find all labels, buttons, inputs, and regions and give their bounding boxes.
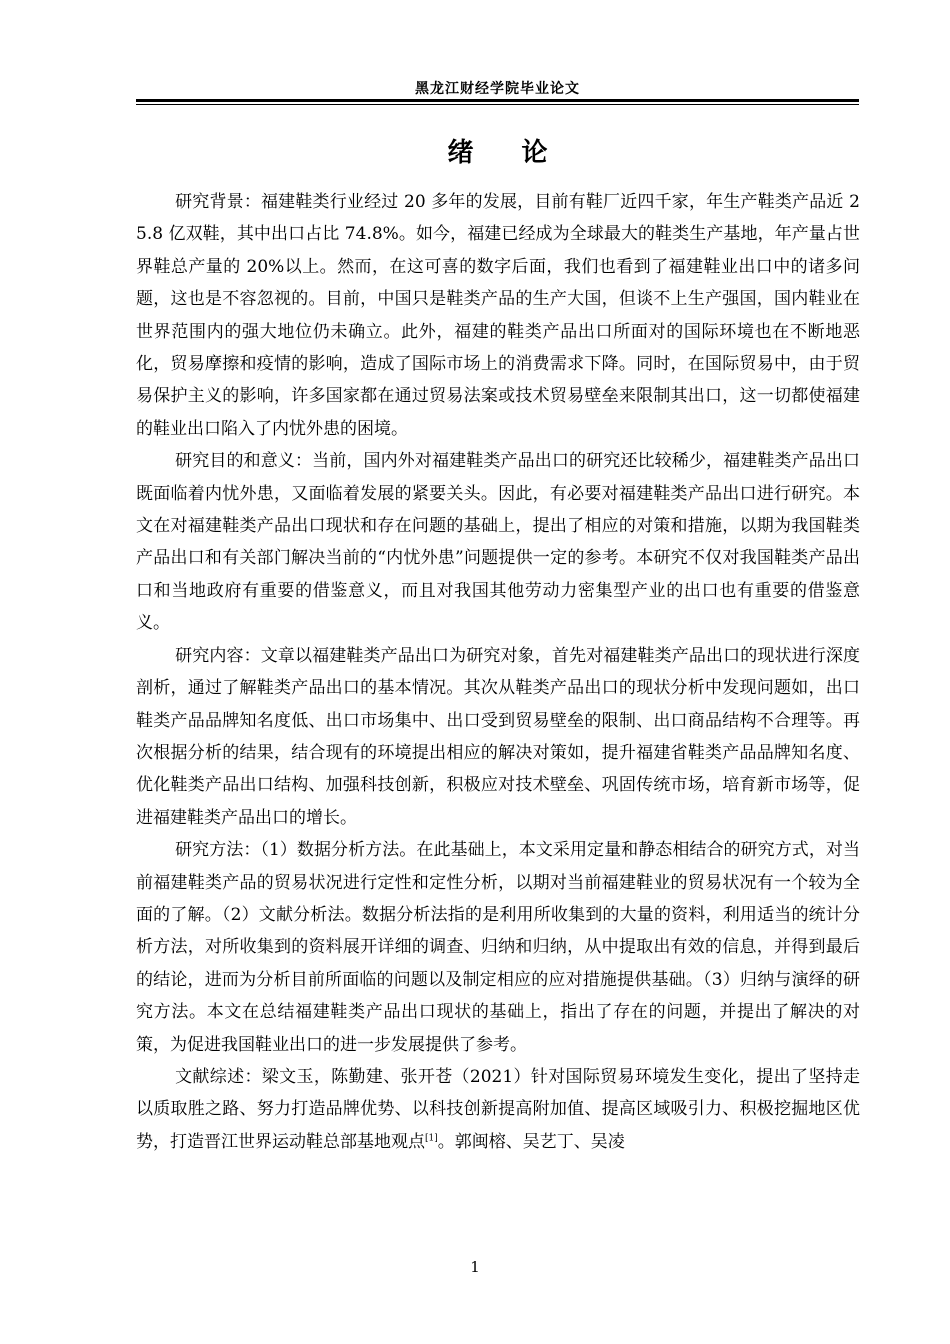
paragraph-background: 研究背景：福建鞋类行业经过 20 多年的发展，目前有鞋厂近四千家，年生产鞋类产品近 25.8 亿双鞋，其中出口占比 74.8%。如今，福建已经成为全球最大的鞋类生产基地，年产量占世界鞋总产量的 20%以上。然而，在这可喜的数字后面，我们也看到了福建鞋业出口中的诸多问题，这也是不容忽视的。目前，中国只是鞋类产品的生产大国，但谈不上生产强国，国内鞋业在世界范围内的强大地位仍未确立。此外，福建的鞋类产品出口所面对的国际环境也在不断地恶化，贸易摩擦和疫情的影响，造成了国际市场上的消费需求下降。同时，在国际贸易中，由于贸易保护主义的影响，许多国家都在通过贸易法案或技术贸易壁垒来限制其出口，这一切都使福建的鞋业出口陷入了内忧外患的困境。 [136, 192, 860, 439]
chapter-title: 绪论 [447, 138, 596, 168]
citation-marker: [1] [425, 1133, 438, 1144]
paragraph-content: 研究内容：文章以福建鞋类产品出口为研究对象，首先对福建鞋类产品出口的现状进行深度剖析，通过了解鞋类产品出口的基本情况。其次从鞋类产品出口的现状分析中发现问题如，出口鞋类产品品牌知名度低、出口市场集中、出口受到贸易壁垒的限制、出口商品结构不合理等。再次根据分析的结果，结合现有的环境提出相应的解决对策如，提升福建省鞋类产品品牌知名度、优化鞋类产品出口结构、加强科技创新，积极应对技术壁垒、巩固传统市场，培育新市场等，促进福建鞋类产品出口的增长。 [136, 645, 860, 828]
running-header: 黑龙江财经学院毕业论文 [415, 81, 580, 97]
literature-text-continued: 。郭闽榕、吴艺丁、吴凌 [437, 1131, 625, 1152]
paragraph-purpose: 研究目的和意义：当前，国内外对福建鞋类产品出口的研究还比较稀少，福建鞋类产品出口既面临着内忧外患，又面临着发展的紧要关头。因此，有必要对福建鞋类产品出口进行研究。本文在对福建鞋类产品出口现状和存在问题的基础上，提出了相应的对策和措施，以期为我国鞋类产品出口和有关部门解决当前的“内忧外患”问题提供一定的参考。本研究不仅对我国鞋类产品出口和当地政府有重要的借鉴意义，而且对我国其他劳动力密集型产业的出口也有重要的借鉴意义。 [136, 451, 860, 634]
header-rule-thin [136, 104, 859, 105]
body-text [136, 186, 860, 1158]
page-number: 1 [470, 1258, 480, 1276]
paragraph-literature [136, 1061, 860, 1158]
paragraph-methods: 研究方法：（1）数据分析方法。在此基础上，本文采用定量和静态相结合的研究方式，对当前福建鞋类产品的贸易状况进行定性和定性分析，以期对当前福建鞋业的贸易状况有一个较为全面的了解。（2）文献分析法。数据分析法指的是利用所收集到的大量的资料，利用适当的统计分析方法，对所收集到的资料展开详细的调查、归纳和归纳，从中提取出有效的信息，并得到最后的结论，进而为分析目前所面临的问题以及制定相应的应对措施提供基础。（3）归纳与演绎的研究方法。本文在总结福建鞋类产品出口现状的基础上，指出了存在的问题，并提出了解决的对策，为促进我国鞋业出口的进一步发展提供了参考。 [136, 840, 860, 1055]
header-rule-thick [136, 99, 859, 102]
literature-text: 文献综述：梁文玉，陈勤建、张开苍（2021）针对国际贸易环境发生变化，提出了坚持走以质取胜之路、努力打造品牌优势、以科技创新提高附加值、提高区域吸引力、积极挖掘地区优势，打造晋江世界运动鞋总部基地观点 [136, 1066, 860, 1152]
